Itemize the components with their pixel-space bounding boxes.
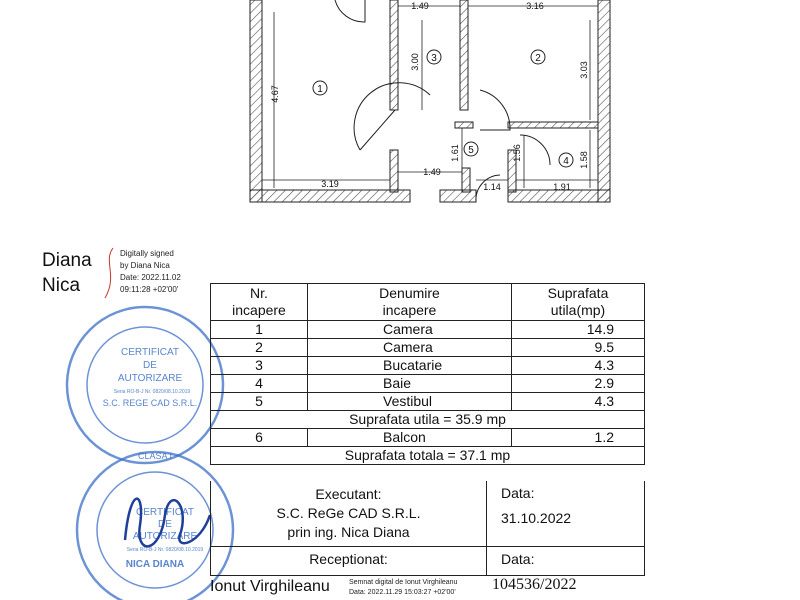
grand-total-row: Suprafata totala = 37.1 mp bbox=[211, 447, 645, 465]
dimension-label: 1.49 bbox=[411, 1, 429, 11]
svg-text:CERTIFICAT: CERTIFICAT bbox=[121, 347, 179, 358]
table-row: 1 Camera 14.9 bbox=[211, 321, 645, 339]
svg-text:DE: DE bbox=[143, 360, 157, 371]
svg-text:AUTORIZARE: AUTORIZARE bbox=[117, 373, 183, 384]
header-area: Suprafata utila(mp) bbox=[512, 284, 645, 321]
svg-text:NICA DIANA: NICA DIANA bbox=[125, 559, 185, 570]
dimension-label: 1.49 bbox=[423, 167, 441, 177]
date-value: 31.10.2022 bbox=[501, 510, 572, 526]
date-label: Data: bbox=[501, 485, 535, 501]
dimension-lines bbox=[262, 6, 598, 188]
svg-text:S.C. REGE CAD S.R.L.: S.C. REGE CAD S.R.L. bbox=[102, 398, 198, 408]
signer-name: Diana Nica bbox=[42, 250, 92, 296]
document-number: 104536/2022 bbox=[492, 576, 577, 593]
table-row: 5 Vestibul 4.3 bbox=[211, 393, 645, 411]
table-row: 4 Baie 2.9 bbox=[211, 375, 645, 393]
dimension-label: 4.67 bbox=[270, 85, 280, 103]
signature-divider bbox=[93, 246, 123, 301]
dimension-label: 1.91 bbox=[553, 182, 571, 192]
dimension-label: 3.16 bbox=[526, 1, 544, 11]
dimension-label: 1.56 bbox=[512, 144, 522, 162]
executant-block: Executant: S.C. ReGe CAD S.R.L. prin ing. Nica Diana bbox=[276, 486, 421, 540]
room-table bbox=[210, 283, 645, 465]
table-row: 3 Bucatarie 4.3 bbox=[211, 357, 645, 375]
room-number: 2 bbox=[535, 53, 541, 64]
dimension-label: 1.14 bbox=[483, 182, 501, 192]
header-nr: Nr. incapere bbox=[211, 284, 308, 321]
svg-text:DE: DE bbox=[158, 519, 172, 530]
room-number: 5 bbox=[468, 145, 474, 156]
table-row: 6 Balcon 1.2 bbox=[211, 429, 645, 447]
dimension-label: 1.61 bbox=[450, 144, 460, 162]
room-number: 4 bbox=[563, 156, 569, 167]
svg-text:Seria RO-B-J Nr. 0820/08.10.20: Seria RO-B-J Nr. 0820/08.10.2019 bbox=[113, 389, 191, 395]
room-number: 1 bbox=[317, 84, 323, 95]
approval-block bbox=[210, 481, 645, 576]
header-name: Denumire incapere bbox=[308, 284, 512, 321]
dimension-label: 3.03 bbox=[579, 61, 589, 79]
svg-text:Seria RO-B-J Nr. 0820/08.10.20: Seria RO-B-J Nr. 0820/08.10.2019 bbox=[126, 547, 204, 553]
table-row: 2 Camera 9.5 bbox=[211, 339, 645, 357]
room-number: 3 bbox=[431, 53, 437, 64]
round-stamp-icon bbox=[60, 300, 230, 470]
dimension-label: 1.58 bbox=[579, 151, 589, 169]
receiver-signature-note: Semnat digital de Ionut Virghileanu Data: 2022.11.29 15:03:27 +02'00' bbox=[349, 579, 458, 596]
digital-signature-note: Digitally signed by Diana Nica Date: 2022.11.02 09:11:28 +02'00' bbox=[120, 249, 181, 294]
receiver-name: Ionut Virghileanu bbox=[210, 578, 330, 595]
dimension-label: 3.19 bbox=[321, 179, 339, 189]
svg-text:CERTIFICAT: CERTIFICAT bbox=[136, 507, 194, 518]
date2-label: Data: bbox=[501, 551, 535, 567]
receptionat-label: Receptionat: bbox=[309, 551, 388, 567]
useful-total-row: Suprafata utila = 35.9 mp bbox=[211, 411, 645, 429]
svg-text:AUTORIZARE: AUTORIZARE bbox=[132, 531, 198, 542]
dimension-label: 3.00 bbox=[410, 53, 420, 71]
svg-text:CLASA I: CLASA I bbox=[137, 451, 173, 461]
floor-plan bbox=[0, 0, 800, 240]
